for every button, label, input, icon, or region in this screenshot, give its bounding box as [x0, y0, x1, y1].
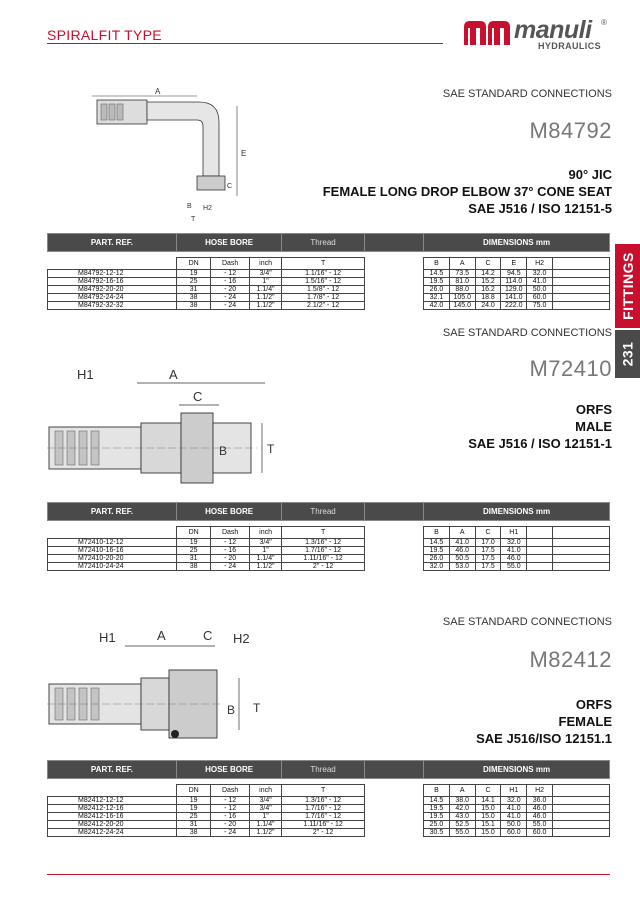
product-section-m84792	[47, 86, 612, 326]
sub-header: DN	[176, 785, 210, 797]
cell-part-ref: M84792-12-12	[48, 270, 177, 278]
table-row	[48, 294, 610, 302]
sub-header	[527, 527, 553, 539]
sub-header: C	[475, 258, 501, 270]
cell-empty	[552, 821, 609, 829]
table-cell: 25.0	[424, 821, 450, 829]
sub-header: E	[501, 258, 527, 270]
sub-header: B	[424, 785, 450, 797]
sub-header: H1	[501, 785, 527, 797]
dim-label: A	[157, 628, 166, 643]
cell-gap	[364, 813, 423, 821]
table-cell: 1.11/16" - 12	[282, 555, 365, 563]
table-cell: 14.5	[424, 270, 450, 278]
table-cell: 222.0	[501, 302, 527, 310]
table-cell: 3/4"	[249, 270, 281, 278]
desc-line: SAE J516/ISO 12151.1	[476, 731, 612, 746]
dim-label: B	[227, 703, 236, 717]
table-cell: - 20	[211, 821, 250, 829]
table-cell: - 20	[211, 286, 250, 294]
cell-gap	[364, 563, 423, 571]
sub-header: Dash	[211, 258, 250, 270]
cell-gap	[364, 302, 423, 310]
table-cell: 55.0	[501, 563, 527, 571]
cell-empty	[552, 829, 609, 837]
cell-part-ref: M72410-20-20	[48, 555, 177, 563]
table-cell: 141.0	[501, 294, 527, 302]
table-cell: 1.3/16" - 12	[282, 797, 365, 805]
table-cell: 46.0	[449, 547, 475, 555]
table-cell: 19	[176, 805, 210, 813]
standard-label: SAE STANDARD CONNECTIONS	[442, 327, 612, 339]
table-cell: - 12	[211, 805, 250, 813]
dim-label: T	[191, 216, 196, 223]
table-cell: 1.5/8" - 12	[282, 286, 365, 294]
sub-header: T	[282, 785, 365, 797]
product-code: M84792	[529, 118, 612, 143]
fittings-tab-label: FITTINGS	[619, 252, 636, 320]
table-row	[48, 805, 610, 813]
table-row	[48, 302, 610, 310]
desc-line: FEMALE	[558, 714, 612, 729]
table-cell: 1.1/2"	[249, 294, 281, 302]
table-cell: 41.0	[501, 805, 527, 813]
table-cell: 18.8	[475, 294, 501, 302]
table-cell: 31	[176, 821, 210, 829]
table-cell: 1.7/16" - 12	[282, 547, 365, 555]
table-cell: 1"	[249, 278, 281, 286]
table-cell: - 24	[211, 563, 250, 571]
table-cell: 19	[176, 270, 210, 278]
col-header: DIMENSIONS mm	[424, 503, 610, 521]
table-cell: 1"	[249, 547, 281, 555]
cell-part-ref: M84792-24-24	[48, 294, 177, 302]
desc-line: SAE J516 / ISO 12151-5	[468, 201, 612, 216]
table-cell: 31	[176, 286, 210, 294]
table-cell: 145.0	[449, 302, 475, 310]
table-cell: 60.0	[527, 294, 553, 302]
sub-header: T	[282, 527, 365, 539]
dim-label: C	[193, 389, 203, 404]
sub-header: T	[282, 258, 365, 270]
dim-label: H1	[77, 367, 94, 382]
col-header: Thread	[282, 503, 365, 521]
table-cell: 14.2	[475, 270, 501, 278]
cell-empty	[552, 270, 609, 278]
cell-gap	[364, 805, 423, 813]
table-cell: 1.7/8" - 12	[282, 294, 365, 302]
table-cell: 32.0	[501, 539, 527, 547]
dim-label: C	[227, 183, 233, 190]
sub-header: inch	[249, 258, 281, 270]
table-cell: 32.1	[424, 294, 450, 302]
desc-line: MALE	[575, 419, 612, 434]
spec-table-m72410	[47, 502, 610, 571]
col-header-spacer	[364, 234, 423, 252]
sub-header: DN	[176, 527, 210, 539]
cell-part-ref: M82412-16-16	[48, 813, 177, 821]
cell-empty	[552, 302, 609, 310]
dim-label: T	[253, 701, 261, 715]
table-cell: 17.0	[475, 539, 501, 547]
cell-gap	[364, 547, 423, 555]
cell-empty	[552, 813, 609, 821]
logo-wordmark: manuli	[514, 16, 592, 44]
table-row	[48, 797, 610, 805]
table-cell: 43.0	[449, 813, 475, 821]
desc-line: SAE J516 / ISO 12151-1	[468, 436, 612, 451]
table-cell: 1.1/2"	[249, 302, 281, 310]
cell-part-ref: M72410-16-16	[48, 547, 177, 555]
col-header: PART. REF.	[48, 761, 177, 779]
table-cell: 105.0	[449, 294, 475, 302]
cell-empty	[552, 805, 609, 813]
table-cell: 1"	[249, 813, 281, 821]
cell-empty	[552, 294, 609, 302]
table-cell: 1.1/4"	[249, 821, 281, 829]
table-subheader-row	[48, 258, 610, 270]
table-cell: 38	[176, 302, 210, 310]
table-cell	[527, 539, 553, 547]
table-cell: 53.0	[449, 563, 475, 571]
table-cell: 1.11/16" - 12	[282, 821, 365, 829]
table-cell: 46.0	[501, 555, 527, 563]
table-cell: 60.0	[501, 829, 527, 837]
sub-header: H1	[501, 527, 527, 539]
table-cell: 3/4"	[249, 539, 281, 547]
table-cell: 38	[176, 294, 210, 302]
cell-gap	[364, 286, 423, 294]
table-cell: 3/4"	[249, 805, 281, 813]
cell-gap	[364, 278, 423, 286]
sub-header: H2	[527, 258, 553, 270]
table-cell: 32.0	[527, 270, 553, 278]
cell-gap	[364, 539, 423, 547]
table-cell: 1.1/2"	[249, 563, 281, 571]
table-cell: - 12	[211, 539, 250, 547]
product-description	[476, 696, 612, 747]
dim-label: C	[203, 628, 213, 643]
standard-label: SAE STANDARD CONNECTIONS	[442, 616, 612, 628]
table-cell: 1.5/16" - 12	[282, 278, 365, 286]
table-cell: - 16	[211, 813, 250, 821]
standard-label: SAE STANDARD CONNECTIONS	[442, 88, 612, 100]
table-cell: - 24	[211, 302, 250, 310]
sub-header: C	[475, 785, 501, 797]
table-cell: 38	[176, 563, 210, 571]
table-cell: - 20	[211, 555, 250, 563]
male-fitting-drawing	[47, 365, 277, 495]
table-cell: 1.7/16" - 12	[282, 813, 365, 821]
desc-line: ORFS	[575, 697, 612, 712]
table-cell: 19.5	[424, 547, 450, 555]
table-cell: 50.0	[527, 286, 553, 294]
cell-gap	[364, 829, 423, 837]
table-cell: 75.0	[527, 302, 553, 310]
table-cell: 25	[176, 547, 210, 555]
table-cell: 41.0	[501, 547, 527, 555]
dim-label: T	[267, 442, 275, 456]
cell-gap	[364, 294, 423, 302]
cell-empty	[552, 278, 609, 286]
table-cell: 19.5	[424, 805, 450, 813]
elbow-fitting-drawing	[87, 86, 277, 226]
sub-header: DN	[176, 258, 210, 270]
sub-header: inch	[249, 785, 281, 797]
table-subheader-row	[48, 785, 610, 797]
table-cell: 15.0	[475, 829, 501, 837]
table-cell: 1.7/16" - 12	[282, 805, 365, 813]
table-cell: 36.0	[527, 797, 553, 805]
cell-part-ref: M72410-24-24	[48, 563, 177, 571]
table-cell: 3/4"	[249, 797, 281, 805]
col-header: HOSE BORE	[176, 761, 281, 779]
sub-header: A	[449, 258, 475, 270]
table-row	[48, 278, 610, 286]
table-cell: - 16	[211, 547, 250, 555]
table-cell: 1.1/16" - 12	[282, 270, 365, 278]
cell-empty	[552, 539, 609, 547]
table-header-row	[48, 503, 610, 521]
cell-empty	[552, 555, 609, 563]
brand-logo	[462, 16, 612, 56]
table-cell: 60.0	[527, 829, 553, 837]
table-cell: 26.0	[424, 286, 450, 294]
product-code: M72410	[529, 356, 612, 381]
table-cell: 1.3/16" - 12	[282, 539, 365, 547]
table-cell: 88.0	[449, 286, 475, 294]
product-section-m72410	[47, 325, 612, 570]
table-row	[48, 813, 610, 821]
table-cell: 50.0	[501, 821, 527, 829]
cell-empty	[552, 563, 609, 571]
table-cell: 46.0	[527, 813, 553, 821]
table-cell: 17.5	[475, 555, 501, 563]
table-cell: 31	[176, 555, 210, 563]
table-row	[48, 270, 610, 278]
female-fitting-drawing	[47, 626, 277, 756]
dim-label: B	[187, 203, 192, 210]
table-cell: 42.0	[449, 805, 475, 813]
desc-line: FEMALE LONG DROP ELBOW 37° CONE SEAT	[322, 184, 612, 199]
table-row	[48, 555, 610, 563]
col-header: PART. REF.	[48, 503, 177, 521]
cell-empty	[552, 286, 609, 294]
cell-part-ref: M84792-16-16	[48, 278, 177, 286]
table-row	[48, 563, 610, 571]
cell-part-ref: M72410-12-12	[48, 539, 177, 547]
table-cell: 14.5	[424, 797, 450, 805]
table-cell: - 12	[211, 797, 250, 805]
manuli-mark-icon	[462, 19, 512, 47]
table-cell: 19	[176, 539, 210, 547]
sub-header: C	[475, 527, 501, 539]
table-cell: 114.0	[501, 278, 527, 286]
table-header-row	[48, 234, 610, 252]
col-header: Thread	[282, 761, 365, 779]
dim-label: B	[219, 444, 228, 458]
col-header: HOSE BORE	[176, 234, 281, 252]
dim-label: E	[241, 149, 247, 158]
cell-gap	[364, 270, 423, 278]
table-cell: 41.0	[449, 539, 475, 547]
table-cell: 46.0	[527, 805, 553, 813]
table-cell: 25	[176, 278, 210, 286]
header-rule	[47, 43, 443, 44]
footer-rule	[47, 874, 610, 875]
col-header: DIMENSIONS mm	[424, 234, 610, 252]
table-cell: 17.5	[475, 563, 501, 571]
table-cell: 32.0	[501, 797, 527, 805]
sub-header: Dash	[211, 527, 250, 539]
col-header: DIMENSIONS mm	[424, 761, 610, 779]
table-cell: - 24	[211, 294, 250, 302]
sub-header: Dash	[211, 785, 250, 797]
page-number: 231	[619, 341, 636, 367]
col-header: HOSE BORE	[176, 503, 281, 521]
table-cell: 15.0	[475, 813, 501, 821]
sub-header: H2	[527, 785, 553, 797]
cell-empty	[552, 547, 609, 555]
table-cell: 17.5	[475, 547, 501, 555]
table-cell: 94.5	[501, 270, 527, 278]
table-cell: - 16	[211, 278, 250, 286]
table-cell: 41.0	[527, 278, 553, 286]
table-cell: 1.1/4"	[249, 555, 281, 563]
table-cell: 81.0	[449, 278, 475, 286]
table-subheader-row	[48, 527, 610, 539]
cell-empty	[552, 797, 609, 805]
table-cell: 2.1/2" - 12	[282, 302, 365, 310]
table-row	[48, 547, 610, 555]
table-cell: 19	[176, 797, 210, 805]
table-cell: 2" - 12	[282, 829, 365, 837]
sub-header: inch	[249, 527, 281, 539]
col-header: Thread	[282, 234, 365, 252]
table-cell: 15.0	[475, 805, 501, 813]
table-cell: 129.0	[501, 286, 527, 294]
table-cell	[527, 555, 553, 563]
table-cell: 55.0	[527, 821, 553, 829]
sub-header: B	[424, 258, 450, 270]
table-row	[48, 829, 610, 837]
table-cell: 38.0	[449, 797, 475, 805]
table-cell: 15.2	[475, 278, 501, 286]
product-description	[323, 166, 612, 217]
product-description	[468, 401, 612, 452]
cell-part-ref: M82412-12-16	[48, 805, 177, 813]
table-cell: 25	[176, 813, 210, 821]
spec-table-m82412	[47, 760, 610, 837]
table-cell: 32.0	[424, 563, 450, 571]
fittings-tab[interactable]	[615, 244, 640, 328]
table-cell: 24.0	[475, 302, 501, 310]
table-cell: 42.0	[424, 302, 450, 310]
product-section-m82412	[47, 614, 612, 854]
spec-table-m84792	[47, 233, 610, 310]
sub-header: B	[424, 527, 450, 539]
cell-part-ref: M82412-24-24	[48, 829, 177, 837]
cell-gap	[364, 797, 423, 805]
sub-header: A	[449, 785, 475, 797]
sub-header: A	[449, 527, 475, 539]
table-cell: - 12	[211, 270, 250, 278]
table-row	[48, 286, 610, 294]
col-header-spacer	[364, 761, 423, 779]
dim-label: H1	[99, 630, 116, 645]
cell-gap	[364, 821, 423, 829]
table-cell: 41.0	[501, 813, 527, 821]
table-cell: 30.5	[424, 829, 450, 837]
table-cell: 26.0	[424, 555, 450, 563]
table-cell	[527, 547, 553, 555]
dim-label: A	[169, 367, 178, 382]
logo-subtitle: HYDRAULICS	[538, 41, 602, 51]
table-cell: 52.5	[449, 821, 475, 829]
cell-gap	[364, 555, 423, 563]
desc-line: 90° JIC	[568, 167, 612, 182]
dim-label: H2	[233, 631, 250, 646]
table-cell: 19.5	[424, 813, 450, 821]
dim-label: A	[155, 87, 161, 96]
cell-part-ref: M82412-20-20	[48, 821, 177, 829]
table-cell: 14.1	[475, 797, 501, 805]
table-cell	[527, 563, 553, 571]
table-cell: 2" - 12	[282, 563, 365, 571]
table-cell: 50.5	[449, 555, 475, 563]
table-row	[48, 539, 610, 547]
table-cell: 73.5	[449, 270, 475, 278]
col-header: PART. REF.	[48, 234, 177, 252]
dim-label: H2	[203, 205, 212, 212]
product-code: M82412	[529, 647, 612, 672]
table-row	[48, 821, 610, 829]
table-header-row	[48, 761, 610, 779]
logo-registered: ®	[601, 18, 607, 27]
table-cell: 38	[176, 829, 210, 837]
cell-part-ref: M84792-32-32	[48, 302, 177, 310]
cell-part-ref: M84792-20-20	[48, 286, 177, 294]
desc-line: ORFS	[575, 402, 612, 417]
page-number-tab	[615, 330, 640, 378]
table-cell: 1.1/2"	[249, 829, 281, 837]
col-header-spacer	[364, 503, 423, 521]
table-cell: 55.0	[449, 829, 475, 837]
table-cell: 19.5	[424, 278, 450, 286]
table-cell: 15.1	[475, 821, 501, 829]
table-cell: 1.1/4"	[249, 286, 281, 294]
table-cell: 16.2	[475, 286, 501, 294]
table-cell: 14.5	[424, 539, 450, 547]
page-header-title: SPIRALFIT TYPE	[47, 27, 162, 43]
cell-part-ref: M82412-12-12	[48, 797, 177, 805]
table-cell: - 24	[211, 829, 250, 837]
